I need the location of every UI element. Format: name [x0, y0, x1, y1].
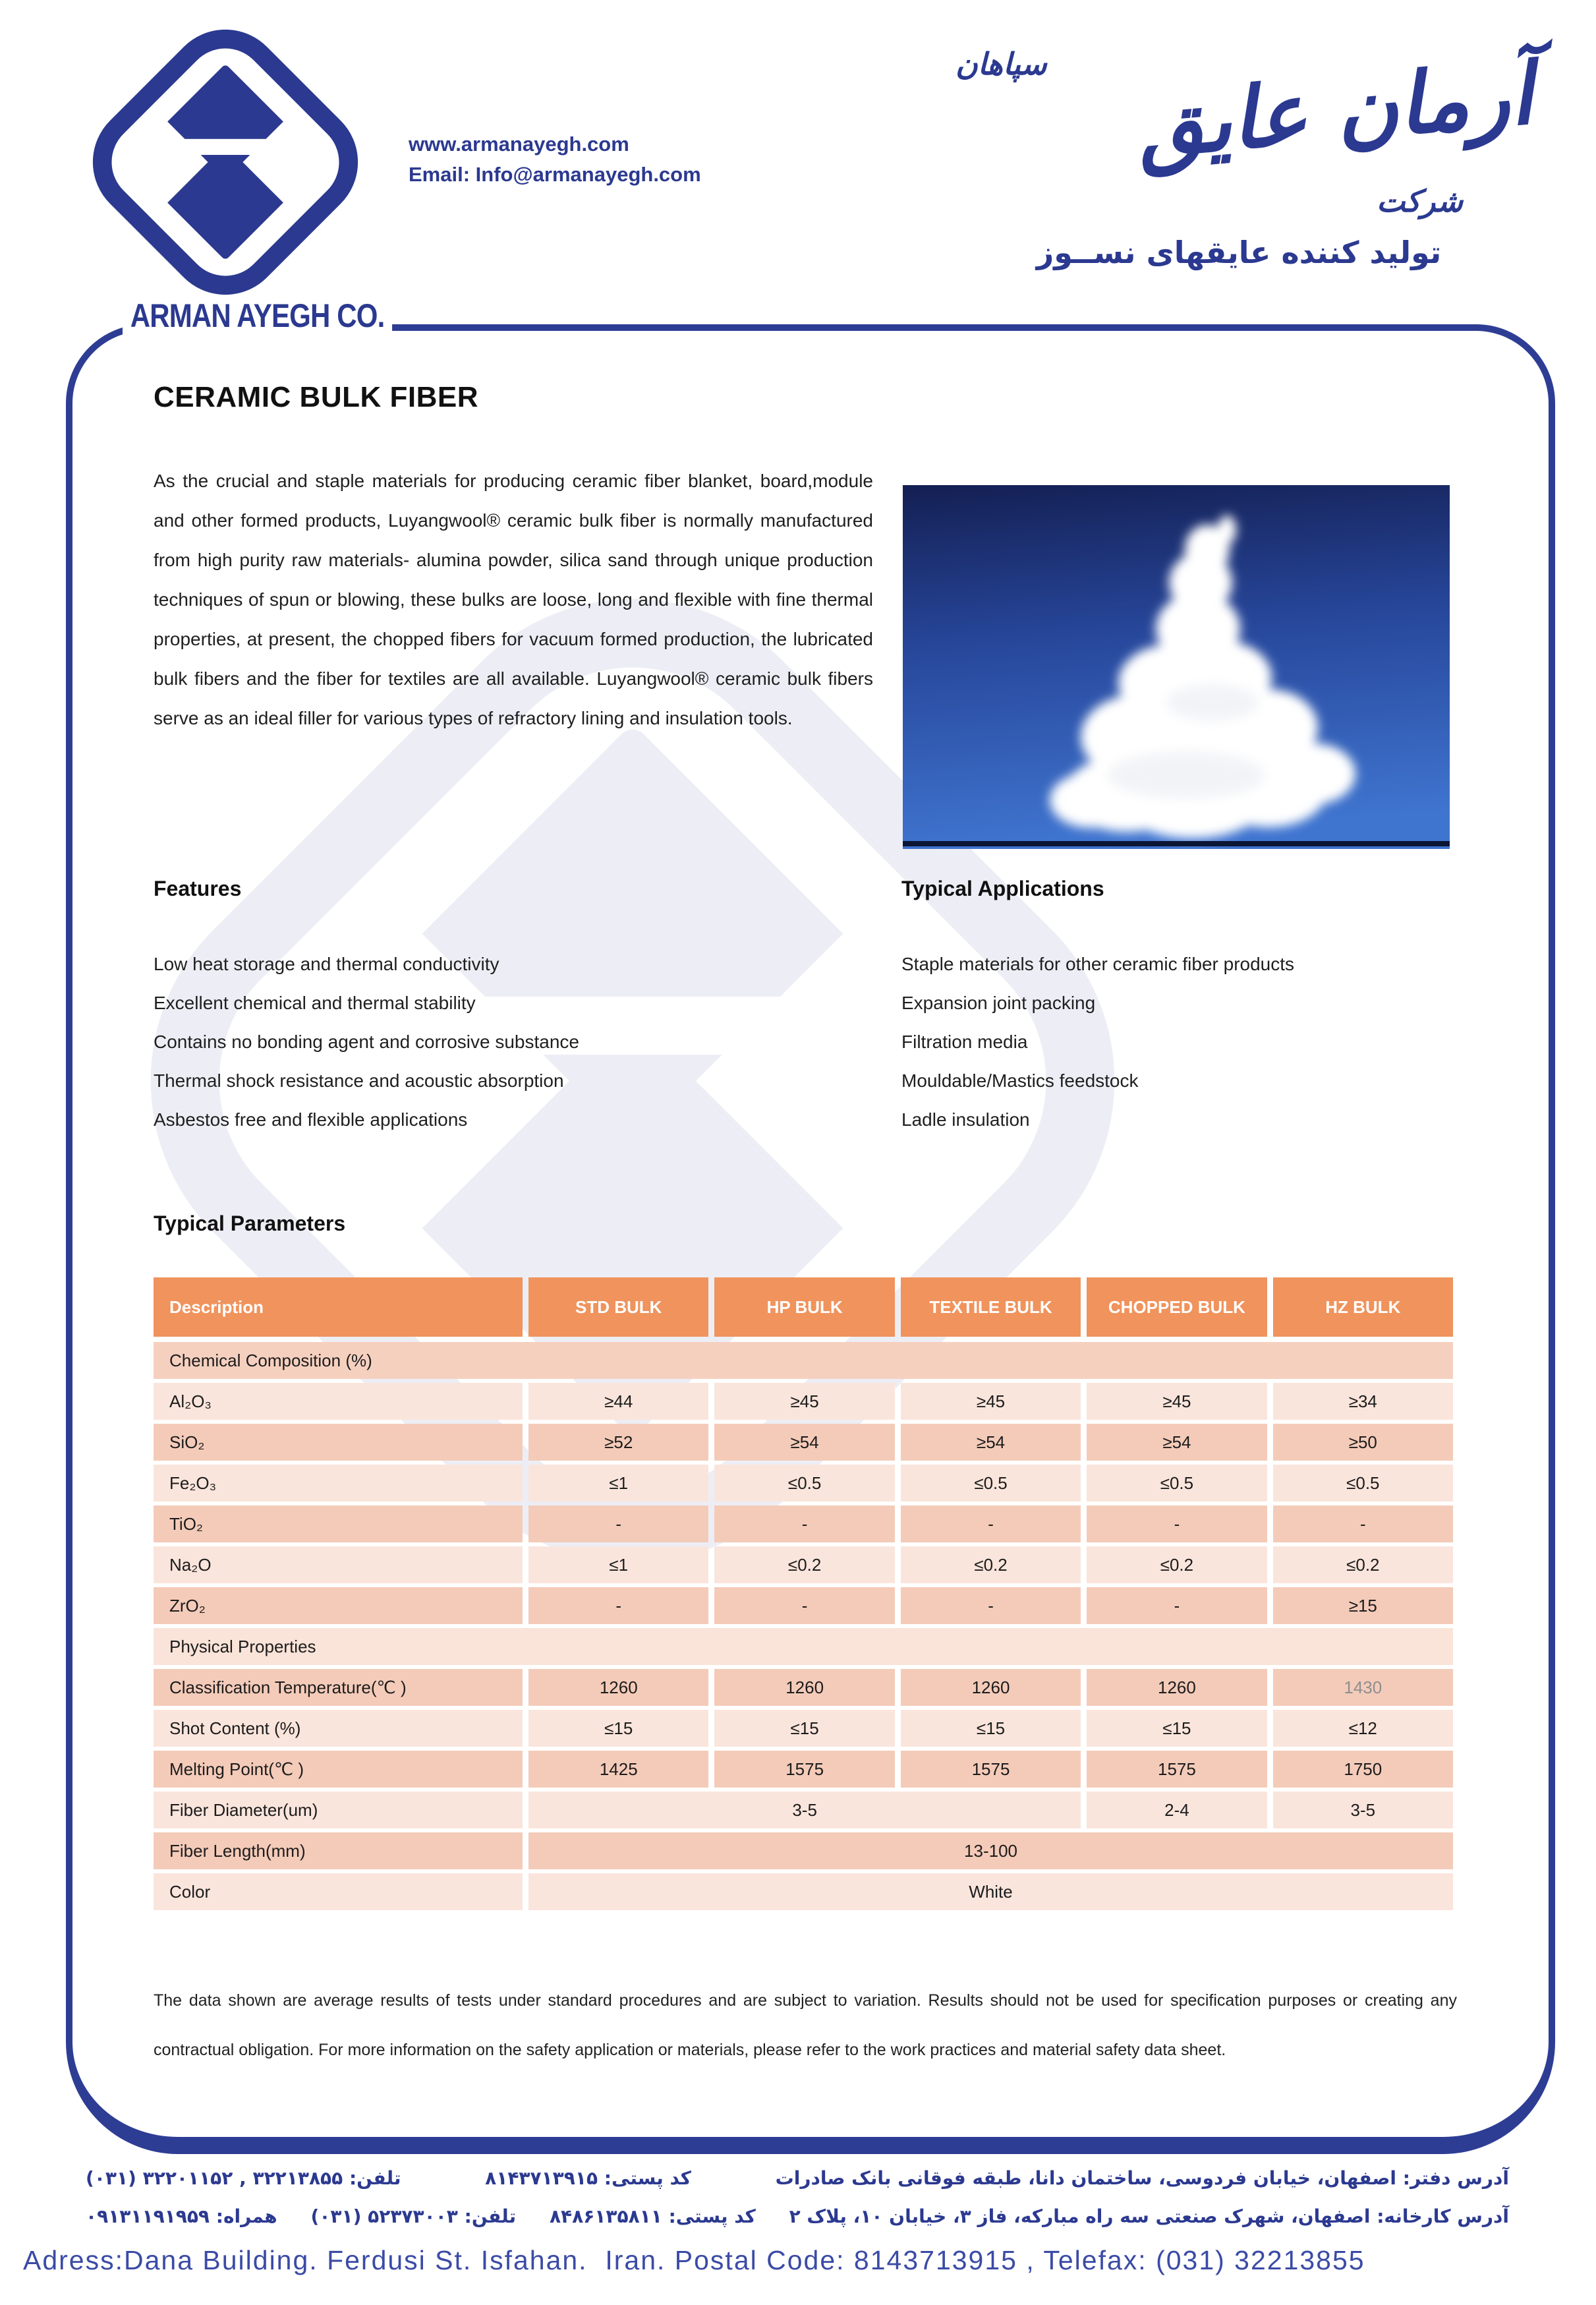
param-value: ≥15 — [1273, 1587, 1453, 1624]
office-postal-code: کد پستی: ۸۱۴۳۷۱۳۹۱۵ — [485, 2167, 691, 2189]
list-item: Mouldable/Mastics feedstock — [901, 1070, 1139, 1091]
param-value: ≥54 — [714, 1424, 894, 1461]
factory-postal-code: کد پستی: ۸۴۸۶۱۳۵۸۱۱ — [549, 2205, 756, 2227]
param-value: ≥45 — [714, 1383, 894, 1420]
param-value: 1260 — [714, 1669, 894, 1706]
parameters-table — [154, 1277, 1453, 1914]
table-row — [154, 1792, 1453, 1828]
param-value: ≤0.2 — [1273, 1546, 1453, 1583]
features-section — [154, 877, 878, 1139]
param-value: ≤0.2 — [1087, 1546, 1267, 1583]
page-title: CERAMIC BULK FIBER — [154, 381, 478, 413]
param-label: Fiber Diameter(um) — [154, 1792, 523, 1828]
param-label: Fe₂O₃ — [154, 1465, 523, 1502]
english-address-line: Adress:Dana Building. Ferdusi St. Isfahan. Iran. Postal Code: 8143713915 , Telefax: (031) 32213855 — [23, 2245, 1365, 2275]
column-header: HZ BULK — [1273, 1277, 1453, 1337]
param-value: 3-5 — [1273, 1792, 1453, 1828]
list-item: Excellent chemical and thermal stability — [154, 993, 476, 1013]
features-list — [154, 945, 878, 1139]
features-heading: Features — [154, 877, 242, 900]
param-value-merged: 3-5 — [528, 1792, 1081, 1828]
office-phone: تلفن: ۳۲۲۱۳۸۵۵ , ۳۲۲۰۱۱۵۲ (۰۳۱) — [86, 2167, 401, 2189]
param-label: Melting Point(℃ ) — [154, 1751, 523, 1788]
param-value: - — [528, 1505, 708, 1542]
param-value: ≤0.5 — [714, 1465, 894, 1502]
section-label: Chemical Composition (%) — [154, 1342, 1453, 1379]
param-value: 1575 — [1087, 1751, 1267, 1788]
list-item: Contains no bonding agent and corrosive substance — [154, 1032, 579, 1052]
param-value: ≤15 — [714, 1710, 894, 1747]
table-row — [154, 1710, 1453, 1747]
column-header: CHOPPED BULK — [1087, 1277, 1267, 1337]
param-value: ≤0.5 — [1273, 1465, 1453, 1502]
param-value: ≤0.2 — [901, 1546, 1081, 1583]
param-value: ≤0.5 — [1087, 1465, 1267, 1502]
intro-paragraph: As the crucial and staple materials for producing ceramic fiber blanket, board,module and other formed products, Luyangwool® ceramic bulk fiber is normally manufactured from high purity raw materials- alumina powder, silica sand through unique production techniques of spun or blowing, these bulks are loose, long and flexible with fine thermal properties, at present, the chopped fibers for vacuum formed production, the lubricated bulk fibers and the fiber for textiles are all available. Luyangwool® ceramic bulk fibers serve as an ideal filler for various types of refractory lining and insulation tools. — [154, 471, 873, 728]
param-value: - — [1087, 1587, 1267, 1624]
column-header: HP BULK — [714, 1277, 894, 1337]
persian-logo — [758, 26, 1568, 270]
applications-heading: Typical Applications — [901, 877, 1104, 900]
factory-address-line — [86, 2205, 1509, 2227]
param-value: ≥44 — [528, 1383, 708, 1420]
param-value: 1260 — [528, 1669, 708, 1706]
param-value: - — [1087, 1505, 1267, 1542]
contact-block — [409, 129, 701, 190]
param-value-merged: 13-100 — [528, 1832, 1453, 1869]
param-value: ≤15 — [901, 1710, 1081, 1747]
table-row — [154, 1465, 1453, 1502]
param-value: ≤0.2 — [714, 1546, 894, 1583]
persian-logo-suffix: سپاهان — [955, 46, 1047, 82]
table-row — [154, 1505, 1453, 1542]
company-logo-icon — [74, 17, 377, 307]
disclaimer-text: The data shown are average results of tests under standard procedures and are subject to variation. Results should not be used for specification purposes or creating any contractual obligation. For more information on the safety application or materials, please refer to the work practices and material safety data sheet. — [154, 1991, 1457, 2059]
param-label: Al₂O₃ — [154, 1383, 523, 1420]
param-value: ≥54 — [901, 1424, 1081, 1461]
param-value: 1575 — [714, 1751, 894, 1788]
factory-mobile: همراه: ۰۹۱۳۱۱۹۱۹۵۹ — [86, 2205, 277, 2227]
param-value: ≥34 — [1273, 1383, 1453, 1420]
param-value: 1425 — [528, 1751, 708, 1788]
column-header: TEXTILE BULK — [901, 1277, 1081, 1337]
office-address-line — [86, 2167, 1509, 2189]
param-value: ≥50 — [1273, 1424, 1453, 1461]
param-label: Shot Content (%) — [154, 1710, 523, 1747]
list-item: Staple materials for other ceramic fiber products — [901, 954, 1295, 974]
param-label: SiO₂ — [154, 1424, 523, 1461]
param-value: ≥54 — [1087, 1424, 1267, 1461]
param-value: 2-4 — [1087, 1792, 1267, 1828]
email-address: Email: Info@armanayegh.com — [409, 163, 701, 186]
table-row — [154, 1546, 1453, 1583]
table-row — [154, 1873, 1453, 1910]
company-name: ARMAN AYEGH CO. — [123, 297, 392, 335]
section-row — [154, 1342, 1453, 1379]
section-label: Physical Properties — [154, 1628, 1453, 1665]
param-label: Na₂O — [154, 1546, 523, 1583]
param-value: - — [901, 1505, 1081, 1542]
list-item: Thermal shock resistance and acoustic absorption — [154, 1070, 564, 1091]
table-row — [154, 1383, 1453, 1420]
param-value: 1260 — [901, 1669, 1081, 1706]
persian-logo-prefix: شرکت — [1377, 183, 1463, 219]
column-header: STD BULK — [528, 1277, 708, 1337]
applications-list — [901, 945, 1560, 1139]
param-value: ≤15 — [1087, 1710, 1267, 1747]
column-header: Description — [154, 1277, 523, 1337]
param-value: - — [714, 1505, 894, 1542]
table-row — [154, 1751, 1453, 1788]
website-url: www.armanayegh.com — [409, 132, 629, 156]
param-value: 1260 — [1087, 1669, 1267, 1706]
param-label: ZrO₂ — [154, 1587, 523, 1624]
param-value: ≤15 — [528, 1710, 708, 1747]
param-label: Color — [154, 1873, 523, 1910]
table-header-row — [154, 1277, 1453, 1337]
param-value: - — [528, 1587, 708, 1624]
list-item: Low heat storage and thermal conductivity — [154, 954, 499, 974]
applications-section — [901, 877, 1560, 1139]
office-address: آدرس دفتر: اصفهان، خیابان فردوسی، ساختمان دانا، طبقه فوقانی بانک صادرات — [775, 2167, 1509, 2189]
persian-tagline: تولید کننده عایقهای نســوز — [1036, 235, 1442, 270]
list-item: Ladle insulation — [901, 1109, 1030, 1130]
param-label: TiO₂ — [154, 1505, 523, 1542]
param-value: - — [901, 1587, 1081, 1624]
table-row — [154, 1424, 1453, 1461]
factory-phone: تلفن: ۵۲۳۷۳۰۰۳ (۰۳۱) — [310, 2205, 517, 2227]
param-value: ≥52 — [528, 1424, 708, 1461]
param-value: 1750 — [1273, 1751, 1453, 1788]
list-item: Filtration media — [901, 1032, 1028, 1052]
table-row — [154, 1832, 1453, 1869]
param-value: 1575 — [901, 1751, 1081, 1788]
param-value-merged: White — [528, 1873, 1453, 1910]
list-item: Expansion joint packing — [901, 993, 1096, 1013]
persian-logo-main: آرمان عایق — [1133, 45, 1537, 178]
param-label: Classification Temperature(℃ ) — [154, 1669, 523, 1706]
parameters-heading: Typical Parameters — [154, 1211, 346, 1235]
param-value: 1430 — [1273, 1669, 1453, 1706]
list-item: Asbestos free and flexible applications — [154, 1109, 468, 1130]
param-value: ≤1 — [528, 1465, 708, 1502]
param-value: - — [714, 1587, 894, 1624]
product-photo — [903, 485, 1450, 849]
param-value: ≤1 — [528, 1546, 708, 1583]
section-row — [154, 1628, 1453, 1665]
param-label: Fiber Length(mm) — [154, 1832, 523, 1869]
param-value: ≥45 — [1087, 1383, 1267, 1420]
param-value: ≥45 — [901, 1383, 1081, 1420]
param-value: - — [1273, 1505, 1453, 1542]
factory-address: آدرس کارخانه: اصفهان، شهرک صنعتی سه راه مبارکه، فاز ۳، خیابان ۱۰، پلاک ۲ — [789, 2205, 1509, 2227]
table-row — [154, 1669, 1453, 1706]
param-value: ≤12 — [1273, 1710, 1453, 1747]
param-value: ≤0.5 — [901, 1465, 1081, 1502]
table-row — [154, 1587, 1453, 1624]
